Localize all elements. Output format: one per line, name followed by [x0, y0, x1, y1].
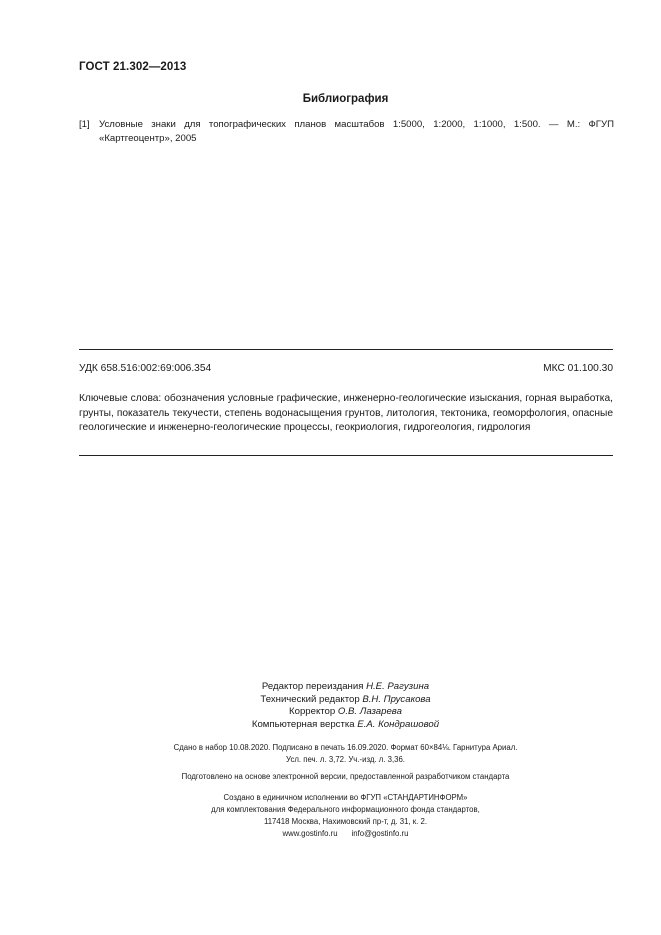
contacts-line — [30, 828, 661, 840]
print-info-line-2: Усл. печ. л. 3,72. Уч.-изд. л. 3,36. — [286, 755, 405, 764]
credit-role: Технический редактор — [260, 693, 363, 705]
credit-role: Редактор переиздания — [261, 681, 367, 692]
website-link[interactable]: www.gostinfo.ru — [282, 829, 338, 838]
credit-editor — [30, 681, 661, 694]
standard-number: ГОСТ 21.302—2013 — [79, 61, 187, 73]
prepared-note: Подготовлено на основе электронной версии, предоставленной разработчиком стандарта — [181, 772, 510, 781]
publisher-info — [0, 792, 661, 816]
print-info-line-1: Сдано в набор 10.08.2020. Подписано в печать 16.09.2020. Формат 60×84⅛. Гарнитура Ариал. — [173, 743, 518, 752]
print-info — [0, 742, 661, 766]
credit-name: В.Н. Прусакова — [362, 693, 431, 705]
mks-code: МКС 01.100.30 — [543, 363, 613, 374]
credit-corrector — [30, 706, 661, 719]
credit-name: Н.Е. Рагузина — [366, 681, 430, 692]
bibliography-title: Библиография — [302, 93, 389, 105]
bottom-divider — [79, 455, 613, 456]
address-block — [0, 816, 661, 840]
credit-tech-editor — [30, 694, 661, 707]
udc-code: УДК 658.516:002:69:006.354 — [79, 363, 212, 374]
classification-row — [79, 363, 613, 374]
top-divider — [79, 349, 613, 350]
credit-name: Е.А. Кондрашовой — [357, 718, 440, 730]
keywords-paragraph: Ключевые слова: обозначения условные графические, инженерно-геологические изыскания, горная выработка, грунты, показатель текучести, степень водонасыщения грунтов, литология, тектоника, геоморфология, опасные геологические и инженерно-геологические процессы, геокриология, гидрогеология, гидрология — [79, 393, 613, 433]
bibliography-entry-number: [1] — [79, 119, 90, 130]
bibliography-entry-text: Условные знаки для топографических планов масштабов 1:5000, 1:2000, 1:1000, 1:500. — М.: ФГУП «Картгеоцентр», 2005 — [99, 119, 614, 144]
credits-block — [0, 681, 661, 731]
publisher-line-2: для комплектования Федерального информационного фонда стандартов, — [211, 805, 480, 814]
credit-role: Компьютерная верстка — [251, 718, 358, 730]
email-link[interactable]: info@gostinfo.ru — [351, 829, 409, 838]
publisher-line-1: Создано в единичном исполнении во ФГУП «СТАНДАРТИНФОРМ» — [223, 793, 468, 802]
credit-role: Корректор — [289, 706, 338, 717]
address-line: 117418 Москва, Нахимовский пр-т, д. 31, к. 2. — [263, 817, 428, 826]
bibliography-entry — [79, 118, 614, 146]
credit-name: О.В. Лазарева — [337, 706, 402, 717]
credit-layout — [30, 719, 661, 732]
